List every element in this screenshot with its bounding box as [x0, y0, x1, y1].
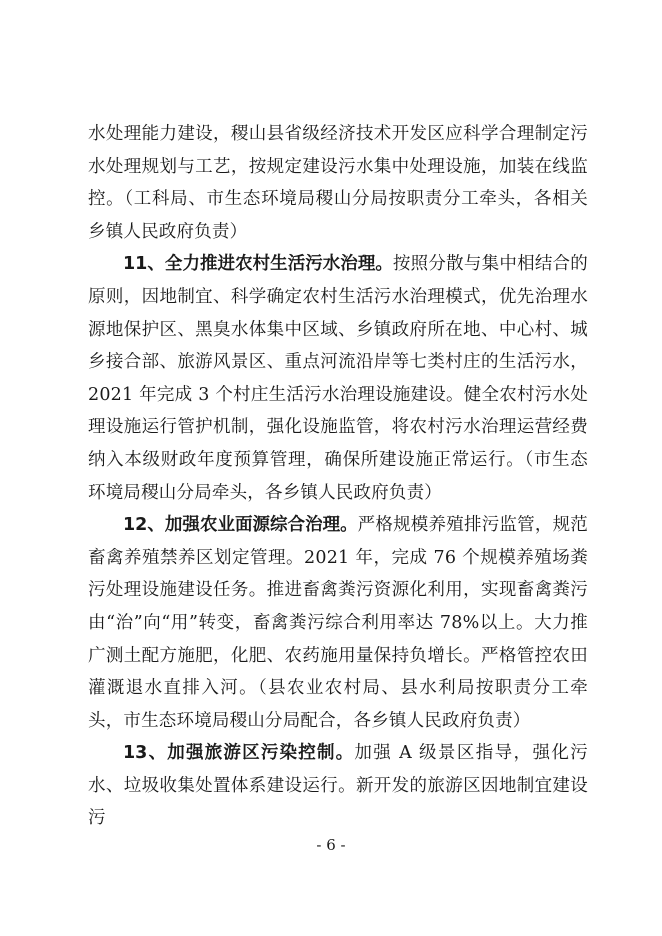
paragraph-12	[88, 509, 588, 737]
paragraph-13	[88, 737, 588, 835]
paragraph-body: 水处理能力建设，稷山县省级经济技术开发区应科学合理制定污水处理规划与工艺，按规定建设污水集中处理设施，加装在线监控。（工科局、市生态环境局稷山分局按职责分工牵头，各相关乡镇人民政府负责）	[88, 124, 588, 242]
paragraph-continuation	[88, 118, 588, 248]
paragraph-heading: 13、加强旅游区污染控制。	[123, 743, 355, 764]
paragraph-body: 按照分散与集中相结合的原则，因地制宜、科学确定农村生活污水治理模式，优先治理水源地保护区、黑臭水体集中区域、乡镇政府所在地、中心村、城乡接合部、旅游风景区、重点河流沿岸等七类村庄的生活污水，2021 年完成 3 个村庄生活污水治理设施建设。健全农村污水处理设施运行管护机制，强化设施监管，将农村污水治理运营经费纳入本级财政年度预算管理，确保所建设施正常运行。（市生态环境局稷山分局牵头，各乡镇人民政府负责）	[88, 254, 588, 503]
page-number: - 6 -	[316, 836, 346, 854]
document-page	[88, 118, 588, 835]
paragraph-body: 严格规模养殖排污监管，规范畜禽养殖禁养区划定管理。2021 年，完成 76 个规模养殖场粪污处理设施建设任务。推进畜禽粪污资源化利用，实现畜禽粪污由“治”向“用”转变，畜禽粪污综合利用率达 78%以上。大力推广测土配方施肥，化肥、农药施用量保持负增长。严格管控农田灌溉退水直排入河。（县农业农村局、县水利局按职责分工牵头，市生态环境局稷山分局配合，各乡镇人民政府负责）	[88, 515, 588, 731]
paragraph-body: 加强 A 级景区指导，强化污水、垃圾收集处置体系建设运行。新开发的旅游区因地制宜建设污	[88, 743, 588, 829]
paragraph-11	[88, 248, 588, 509]
paragraph-heading: 11、全力推进农村生活污水治理。	[123, 254, 393, 275]
paragraph-heading: 12、加强农业面源综合治理。	[123, 515, 358, 536]
